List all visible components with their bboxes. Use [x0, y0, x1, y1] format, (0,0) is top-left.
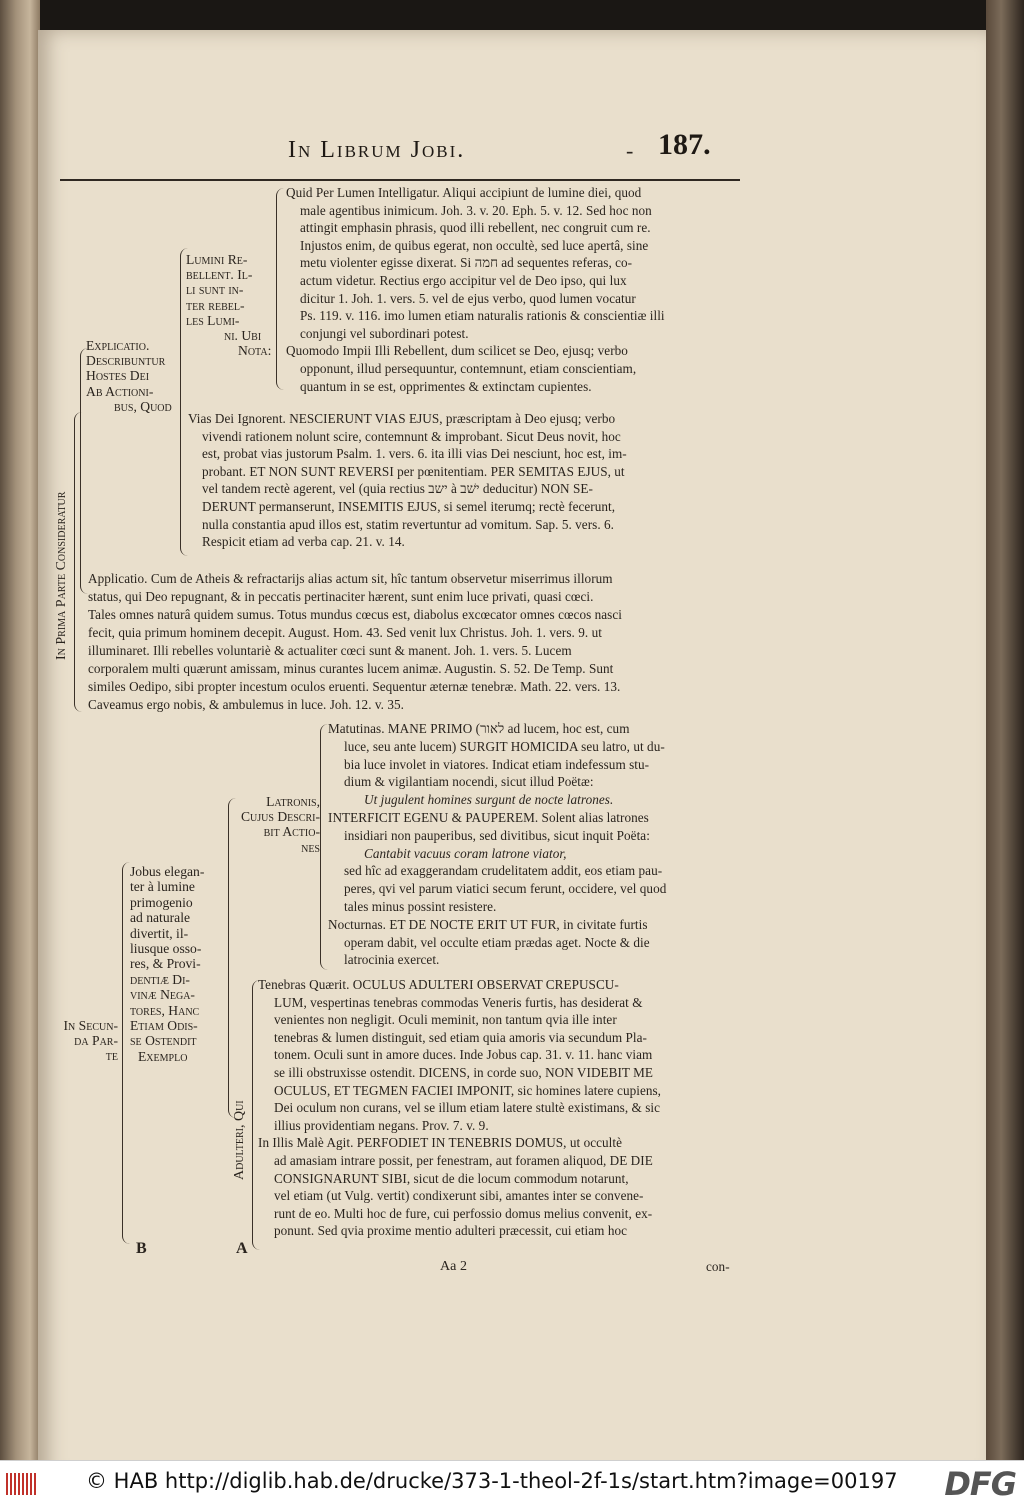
text-line: In Illis Malè Agit. PERFODIET IN TENEBRIS DOMUS, ut occultè — [258, 1135, 623, 1151]
margin-latronis: Latronis, Cujus Descri- bit Actio- nes — [240, 794, 320, 855]
text-line: bia luce involet in viatores. Indicat etiam indefessum stu- — [344, 756, 650, 772]
text-line: male agentibus inimicum. Joh. 3. v. 20. Eph. 5. v. 12. Sed hoc non — [300, 202, 652, 218]
text-line: luce, seu ante lucem) SURGIT HOMICIDA seu latro, ut du- — [344, 738, 665, 754]
text-line: est, probat vias justorum Psalm. 1. vers. 6. ita illi vias Dei nesciunt, hoc est, im- — [202, 446, 627, 462]
text-line: ponunt. Sed qvia proxime mentio adulteri præcessit, cui etiam hoc — [274, 1223, 628, 1239]
text-line: illuminaret. Illi rebelles voluntariè & actualiter cœci sunt & manent. Joh. 1. vers. 5. Lucem — [88, 643, 572, 658]
text-line: metu violenter egisse dixerat. Si חמה ad sequentes referas, co- — [300, 255, 633, 271]
brace-matutinas — [320, 724, 329, 970]
margin-jobus: Jobus elegan- ter à lumine primogenio ad naturale divertit, il- liusque osso- res, & Provi- dentiæ Di- vinæ Nega- tores, Hanc Etiam Odis- se Ostendit Exemplo — [130, 864, 205, 1064]
text-line: INTERFICIT EGENU & PAUPEREM. Solent alias latrones — [328, 810, 649, 825]
text-line: opponunt, illud persequuntur, contemnunt, etiam conscientiam, — [300, 361, 637, 376]
text-line: Matutinas. MANE PRIMO (לאור ad lucem, hoc est, cum — [328, 721, 630, 736]
margin-letter-b: B — [136, 1240, 147, 1257]
text-line: Ut jugulent homines surgunt de nocte latrones. — [364, 792, 614, 808]
text-line: venientes non negligit. Oculi meminit, non tantum qvia ille inter — [274, 1012, 617, 1028]
text-line: probant. ET NON SUNT REVERSI per pœnitentiam. PER SEMITAS EJUS, ut — [202, 463, 625, 479]
text-line: LUM, vespertinas tenebras commodas Veneris furtis, has desiderat & — [274, 994, 643, 1010]
brace-tenebras — [252, 980, 261, 1250]
text-line: Vias Dei Ignorent. NESCIERUNT VIAS EJUS, præscriptam à Deo ejusq; verbo — [188, 411, 616, 426]
text-line: peres, qvi vel parum viatici secum ferunt, occidere, vel quod — [344, 881, 667, 897]
brace-quid — [276, 188, 285, 390]
text-line: CONSIGNARUNT SIBI, sicut de die locum commodum notarunt, — [274, 1170, 629, 1186]
text-line: Quid Per Lumen Intelligatur. Aliqui accipiunt de lumine diei, quod — [286, 185, 642, 200]
text-line: latrocinia exercet. — [344, 952, 440, 968]
page-number: 187. — [658, 128, 711, 161]
text-line: Dei oculum non curans, vel se illum etiam latere stultè existimans, & sic — [274, 1100, 660, 1116]
header-rule — [60, 179, 740, 181]
margin-explicatio: Explicatio. Describuntur Hostes Dei Ab Actioni- bus, Quod — [86, 338, 172, 414]
running-head: In Librum Jobi. — [288, 137, 466, 163]
text-line: Caveamus ergo nobis, & ambulemus in luce. Joh. 12. v. 35. — [88, 697, 405, 712]
text-line: Quomodo Impii Illi Rebellent, dum scilicet se Deo, ejusq; verbo — [286, 343, 628, 359]
text-line: Nocturnas. ET DE NOCTE ERIT UT FUR, in civitate furtis — [328, 916, 648, 932]
brace-prima — [74, 412, 83, 712]
text-line: quantum in se est, opprimentes & extinctam cupientes. — [300, 378, 592, 394]
text-line: ad amasiam intrare possit, per fenestram, aut foramen aliquod, DE DIE — [274, 1153, 653, 1168]
text-line: vel tandem rectè agerent, vel (quia rectius ישב à ישׁב deducitur) NON SE- — [202, 481, 593, 497]
text-line: tales minus possint resistere. — [344, 899, 497, 914]
text-line: Ps. 119. v. 116. imo lumen etiam naturalis rationis & conscientiæ illi — [300, 308, 665, 324]
text-line: vivendi rationem nolunt scire, contemnunt & improbant. Sicut Deus novit, hoc — [202, 428, 621, 444]
text-line: Tenebras Quærit. OCULUS ADULTERI OBSERVAT CREPUSCU- — [258, 977, 619, 992]
text-line: tenebras & lumen distinguit, sed etiam quia amoris via secundum Pla- — [274, 1029, 647, 1045]
margin-letter-a: A — [236, 1240, 248, 1257]
text-line: corporalem multi quærunt amissam, minus curantes lucem animæ. Augustin. S. 52. De Temp. Sunt — [88, 661, 614, 676]
header-dash: - — [626, 138, 634, 163]
previous-page-edge — [0, 0, 40, 1460]
text-line: vel etiam (ut Vulg. vertit) condixerunt sibi, amantes inter se convene- — [274, 1188, 644, 1204]
text-line: fecit, quia primum hominem decepit. August. Hom. 43. Sed venit lux Christus. Joh. 1. vers. 9. ut — [88, 625, 602, 640]
text-line: OCULUS, ET TEGMEN FACIEI IMPONIT, sic homines latere cupiens, — [274, 1082, 662, 1098]
text-line: insidiari non pauperibus, sed divitibus, sicut inquit Poëta: — [344, 827, 650, 843]
text-line: Applicatio. Cum de Atheis & refractarijs alias actum sit, hîc tantum observetur miserrimus illorum — [88, 571, 613, 586]
book-page — [38, 30, 986, 1460]
text-line: Respicit etiam ad verba cap. 21. v. 14. — [202, 534, 405, 550]
text-line: tonem. Oculi sunt in amore duces. Inde Jobus cap. 31. v. 11. hanc viam — [274, 1047, 653, 1063]
catchword: con- — [706, 1259, 730, 1274]
text-line: attingit emphasin phrasis, quod illi rebellent, nec congruit cum re. — [300, 220, 651, 236]
text-line: nulla constantia apud illos est, statim revertuntur ad vomitum. Sap. 5. vers. 6. — [202, 516, 615, 532]
book-edge — [986, 0, 1024, 1460]
text-line: sed hîc ad exaggerandam crudelitatem addit, eos etiam pau- — [344, 863, 663, 879]
text-line: operam dabit, vel occulte etiam prædas aget. Nocte & die — [344, 934, 650, 950]
text-line: Cantabit vacuus coram latrone viator, — [364, 845, 567, 861]
text-line: dium & vigilantiam nocendi, sicut illud Poëtæ: — [344, 774, 594, 790]
text-line: dicitur 1. Joh. 1. vers. 5. vel de ejus verbo, quod lumen vocatur — [300, 290, 636, 306]
margin-secunda: In Secun- da Par- te — [63, 1018, 118, 1064]
signature-mark: Aa 2 — [440, 1259, 468, 1274]
text-line: se illi obstruxisse ostendit. DICENS, in corde suo, NON VIDEBIT ME — [274, 1065, 654, 1080]
text-line: status, qui Deo repugnant, & in peccatis pertinaciter hærent, sunt enim luce privati, quasi cœci. — [88, 589, 594, 604]
text-line: illius providentiam negans. Prov. 7. v. 9. — [274, 1117, 489, 1133]
text-line: runt de eo. Multi hoc de fure, cui perfossio domus melius convenit, ex- — [274, 1205, 653, 1221]
text-line: Injustos enim, de quibus egerat, non occultè, sed luce apertâ, sine — [300, 237, 649, 253]
margin-prima-parte: In Prima Parte Consideratur — [54, 491, 69, 660]
viewer-footer — [0, 1460, 1024, 1505]
text-line: DERUNT permanserunt, INSEMITIS EJUS, si semel iterumq; rectè fecerunt, — [202, 499, 616, 514]
footer-url[interactable]: © HAB http://diglib.hab.de/drucke/373-1-theol-2f-1s/start.htm?image=00197 — [86, 1469, 898, 1493]
text-line: conjungi vel subordinari potest. — [300, 325, 469, 341]
text-line: similes Oedipo, sibi propter incestum oculos eruenti. Sequentur æternæ tenebræ. Math. 22. vers. 13. — [88, 679, 621, 694]
margin-lumini: Lumini Re- bellent. Il- li sunt in- ter rebel- les Lumi- ni. Ubi Nota: — [186, 252, 272, 359]
text-line: Tales omnes naturâ quidem sumus. Totus mundus cœcus est, diabolus excœcator omnes cœcos nasci — [88, 607, 622, 622]
dfg-logo: DFG — [944, 1465, 1016, 1503]
text-line: actum videtur. Rectius ergo accipitur vel de Deo ipso, qui lux — [300, 273, 627, 288]
barcode-icon — [6, 1473, 36, 1495]
margin-adulteri: Adulteri, Qui — [232, 1100, 247, 1180]
